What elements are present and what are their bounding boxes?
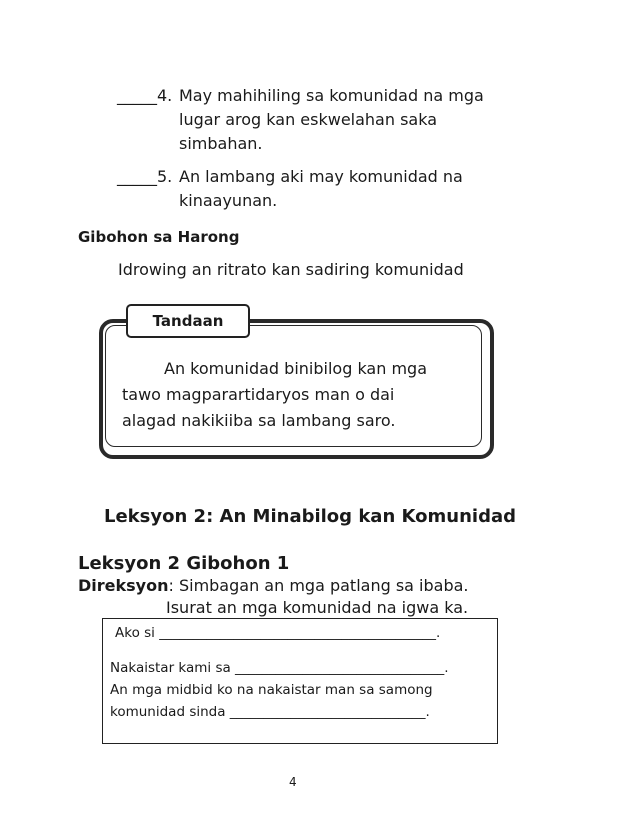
item-4-line: simbahan. (179, 134, 263, 153)
remember-line: An komunidad binibilog kan mga (164, 359, 427, 378)
answer-line-residence: Nakaistar kami sa _______________________________. (110, 660, 449, 676)
item-5-text (179, 165, 539, 213)
answer-line-name: Ako si _________________________________________. (115, 625, 441, 641)
item-4-line: lugar arog kan eskwelahan saka (179, 110, 438, 129)
remember-line: alagad nakikiiba sa lambang saro. (122, 411, 396, 430)
item-5-line: An lambang aki may komunidad na (179, 167, 463, 186)
item-4-line: May mahihiling sa komunidad na mga (179, 86, 484, 105)
item-4-text (179, 84, 539, 156)
item-5 (117, 165, 557, 213)
lesson-title: Leksyon 2: An Minabilog kan Komunidad (104, 506, 516, 527)
item-4-number: _____4. (117, 86, 173, 105)
remember-text (122, 356, 472, 434)
remember-line: tawo magparartidaryos man o dai (122, 385, 395, 404)
page-number: 4 (289, 775, 297, 789)
answer-line-community: komunidad sinda _____________________________. (110, 704, 430, 720)
homework-heading: Gibohon sa Harong (78, 228, 240, 246)
direction-text: : Simbagan an mga patlang sa ibaba. (168, 576, 469, 595)
activity-title: Leksyon 2 Gibohon 1 (78, 553, 290, 574)
direction-line-2: Isurat an mga komunidad na igwa ka. (166, 598, 469, 617)
item-5-line: kinaayunan. (179, 191, 278, 210)
answer-line-neighbors: An mga midbid ko na nakaistar man sa samong (110, 682, 433, 698)
homework-instruction: Idrowing an ritrato kan sadiring komunidad (118, 260, 464, 279)
item-4 (117, 84, 557, 156)
direction-label: Direksyon (78, 576, 169, 595)
remember-tab: Tandaan (126, 304, 250, 338)
direction-line (78, 576, 469, 595)
item-5-number: _____5. (117, 167, 173, 186)
